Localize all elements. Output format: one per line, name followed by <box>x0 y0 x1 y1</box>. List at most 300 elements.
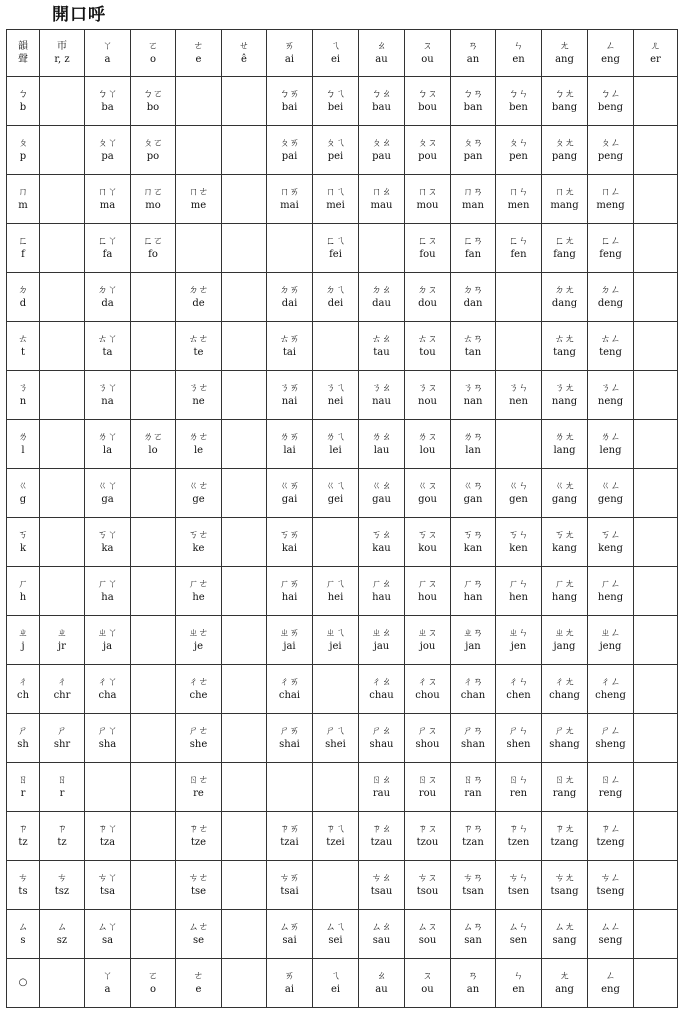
romanization-text: shen <box>506 739 531 750</box>
bopomofo-text: ㄇㄚ <box>97 186 118 198</box>
bopomofo-text: ㄙ <box>57 921 67 933</box>
romanization-text: o <box>149 54 157 65</box>
bopomofo-text: ㄗㄠ <box>371 823 392 835</box>
syllable-cell <box>451 959 496 1008</box>
bopomofo-text: ㄥ <box>605 970 616 982</box>
romanization-text: pau <box>372 151 391 162</box>
empty-cell <box>634 518 678 567</box>
syllable-cell <box>359 77 405 126</box>
syllable-cell <box>313 959 359 1008</box>
bopomofo-text: ㄌㄟ <box>325 431 346 443</box>
bopomofo-text: ㄕㄟ <box>325 725 346 737</box>
bopomofo-text: ㄈ <box>18 235 28 247</box>
table-row <box>7 224 678 273</box>
romanization-text: hei <box>327 592 344 603</box>
bopomofo-text: ㄓㄟ <box>325 627 346 639</box>
romanization-text: n <box>19 396 27 407</box>
bopomofo-text: ㄎㄥ <box>600 529 621 541</box>
initial-header-cell <box>7 567 40 616</box>
bopomofo-text: ㄤ <box>559 970 570 982</box>
syllable-cell <box>267 126 313 175</box>
bopomofo-text: ○ <box>18 977 28 989</box>
romanization-text: tsan <box>462 886 484 897</box>
syllable-cell <box>588 420 634 469</box>
syllable-cell <box>267 273 313 322</box>
romanization-text: tsai <box>280 886 299 897</box>
empty-cell <box>634 77 678 126</box>
syllable-cell <box>267 371 313 420</box>
bopomofo-text: ㄠ <box>376 970 387 982</box>
romanization-text: tse <box>190 886 207 897</box>
empty-cell <box>176 126 222 175</box>
romanization-text: tsen <box>507 886 530 897</box>
empty-cell <box>634 224 678 273</box>
romanization-text: kan <box>463 543 483 554</box>
syllable-cell <box>405 567 451 616</box>
initial-header-cell <box>7 371 40 420</box>
final-header-cell <box>131 30 176 77</box>
bopomofo-text: ㄆㄢ <box>463 137 483 149</box>
romanization-text: r <box>59 788 65 799</box>
empty-cell <box>222 273 267 322</box>
bopomofo-text: ㄓㄣ <box>508 627 529 639</box>
romanization-text: fan <box>464 249 482 260</box>
bopomofo-text: ㄈㄣ <box>508 235 529 247</box>
syllable-cell <box>451 567 496 616</box>
bopomofo-text: ㄘ <box>57 872 67 884</box>
romanization-text: tsang <box>550 886 579 897</box>
syllable-cell <box>359 175 405 224</box>
syllable-cell <box>359 910 405 959</box>
syllable-cell <box>359 616 405 665</box>
page-title: 開口呼 <box>52 5 106 25</box>
syllable-cell <box>405 371 451 420</box>
syllable-cell <box>451 616 496 665</box>
bopomofo-text: ㄗ <box>18 823 28 835</box>
romanization-text: rang <box>552 788 577 799</box>
syllable-cell <box>588 273 634 322</box>
bopomofo-text: ㄇㄛ <box>143 186 163 198</box>
romanization-text: fa <box>102 249 113 260</box>
syllable-cell <box>542 567 588 616</box>
romanization-text: hai <box>281 592 298 603</box>
empty-cell <box>131 763 176 812</box>
romanization-text: a <box>104 54 111 65</box>
syllable-cell <box>131 420 176 469</box>
syllable-cell <box>496 175 542 224</box>
bopomofo-text: ㄔㄡ <box>417 676 438 688</box>
bopomofo-text: ㄌㄢ <box>463 431 483 443</box>
romanization-text: o <box>149 984 157 995</box>
syllable-cell <box>176 959 222 1008</box>
syllable-cell <box>85 126 131 175</box>
romanization-text: man <box>462 200 484 211</box>
romanization-text: gai <box>281 494 298 505</box>
syllable-table <box>6 29 678 1008</box>
syllable-cell <box>496 77 542 126</box>
bopomofo-text: ㄗㄤ <box>554 823 575 835</box>
romanization-text: sz <box>56 935 68 946</box>
empty-cell <box>40 469 85 518</box>
bopomofo-text: ㄙㄣ <box>508 921 529 933</box>
syllable-cell <box>405 518 451 567</box>
romanization-text: k <box>19 543 27 554</box>
bopomofo-text: ㄅㄤ <box>554 88 575 100</box>
bopomofo-text: ㄊㄡ <box>417 333 438 345</box>
romanization-text: ke <box>192 543 205 554</box>
bopomofo-text: ㄏㄟ <box>325 578 346 590</box>
romanization-text: jou <box>419 641 436 652</box>
syllable-cell <box>542 469 588 518</box>
romanization-text: ta <box>102 347 113 358</box>
romanization-text: bo <box>146 102 160 113</box>
empty-cell <box>222 224 267 273</box>
final-header-cell <box>634 30 678 77</box>
syllable-cell <box>451 812 496 861</box>
bopomofo-text: ㄇㄞ <box>279 186 300 198</box>
romanization-text: hou <box>418 592 437 603</box>
bopomofo-text: ㄍㄟ <box>325 480 346 492</box>
empty-cell <box>634 567 678 616</box>
romanization-text: ei <box>330 984 341 995</box>
syllable-cell <box>40 861 85 910</box>
bopomofo-text: ㄅㄚ <box>97 88 118 100</box>
romanization-text: le <box>193 445 204 456</box>
syllable-cell <box>496 861 542 910</box>
initial-header-cell <box>7 959 40 1008</box>
romanization-text: pai <box>281 151 298 162</box>
romanization-text: nai <box>281 396 298 407</box>
syllable-cell <box>359 322 405 371</box>
syllable-cell <box>542 371 588 420</box>
syllable-cell <box>176 420 222 469</box>
final-header-cell <box>85 30 131 77</box>
bopomofo-text: ㄋㄜ <box>188 382 209 394</box>
syllable-cell <box>176 861 222 910</box>
romanization-text: au <box>375 984 388 995</box>
romanization-text: geng <box>597 494 624 505</box>
romanization-text: na <box>101 396 114 407</box>
empty-cell <box>176 224 222 273</box>
bopomofo-text: ㄍㄥ <box>600 480 621 492</box>
romanization-text: tze <box>190 837 207 848</box>
romanization-text: pan <box>463 151 483 162</box>
syllable-cell <box>85 371 131 420</box>
bopomofo-text: ㄋㄟ <box>325 382 346 394</box>
romanization-text: ken <box>509 543 528 554</box>
romanization-text: ge <box>192 494 205 505</box>
syllable-cell <box>588 77 634 126</box>
syllable-cell <box>267 322 313 371</box>
final-header-cell <box>405 30 451 77</box>
bopomofo-text: ㄉㄥ <box>600 284 621 296</box>
romanization-text: meng <box>596 200 625 211</box>
syllable-cell <box>405 224 451 273</box>
romanization-text: kau <box>372 543 391 554</box>
syllable-cell <box>313 77 359 126</box>
romanization-text: tseng <box>596 886 625 897</box>
final-header-cell <box>222 30 267 77</box>
bopomofo-text: ㄆㄡ <box>417 137 438 149</box>
romanization-text: tsz <box>54 886 70 897</box>
empty-cell <box>634 812 678 861</box>
header-row <box>7 30 678 77</box>
romanization-text: jan <box>465 641 481 652</box>
syllable-cell <box>451 518 496 567</box>
syllable-cell <box>405 126 451 175</box>
bopomofo-text: ㄅㄠ <box>371 88 392 100</box>
bopomofo-text: ㄌㄞ <box>279 431 300 443</box>
romanization-text: jai <box>283 641 296 652</box>
empty-cell <box>222 518 267 567</box>
bopomofo-text: ㄘㄠ <box>371 872 392 884</box>
empty-cell <box>634 273 678 322</box>
syllable-cell <box>176 273 222 322</box>
romanization-text: ne <box>192 396 205 407</box>
syllable-cell <box>85 910 131 959</box>
bopomofo-text: ㄏㄥ <box>600 578 621 590</box>
empty-cell <box>40 959 85 1008</box>
syllable-cell <box>176 322 222 371</box>
syllable-cell <box>542 175 588 224</box>
romanization-text: me <box>190 200 207 211</box>
bopomofo-text: ㄇㄤ <box>554 186 575 198</box>
bopomofo-text: ㄓㄚ <box>97 627 118 639</box>
bopomofo-text: 韻 <box>18 40 28 52</box>
bopomofo-text: ㄍㄤ <box>554 480 575 492</box>
syllable-cell <box>542 665 588 714</box>
bopomofo-text: ㄗㄟ <box>325 823 346 835</box>
romanization-text: ê <box>241 54 247 65</box>
bopomofo-text: ㄎ <box>18 529 28 541</box>
romanization-text: an <box>466 54 480 65</box>
bopomofo-text: ㄚ <box>102 40 113 52</box>
syllable-cell <box>359 959 405 1008</box>
bopomofo-text: ㄡ <box>422 970 433 982</box>
romanization-text: hang <box>551 592 578 603</box>
syllable-cell <box>313 812 359 861</box>
romanization-text: pei <box>327 151 344 162</box>
romanization-text: lou <box>419 445 436 456</box>
syllable-cell <box>313 371 359 420</box>
romanization-text: hen <box>509 592 528 603</box>
bopomofo-text: ㄕㄠ <box>371 725 392 737</box>
bopomofo-text: ㄈㄟ <box>325 235 346 247</box>
bopomofo-text: ㄊㄢ <box>463 333 483 345</box>
romanization-text: leng <box>599 445 622 456</box>
bopomofo-text: ㄘㄣ <box>508 872 529 884</box>
romanization-text: l <box>21 445 25 456</box>
romanization-text: fei <box>329 249 342 260</box>
bopomofo-text: ㄎㄠ <box>371 529 392 541</box>
syllable-cell <box>313 126 359 175</box>
romanization-text: fo <box>148 249 158 260</box>
syllable-cell <box>176 469 222 518</box>
syllable-cell <box>359 763 405 812</box>
bopomofo-text: ㄔㄣ <box>508 676 529 688</box>
romanization-text: pen <box>509 151 528 162</box>
table-row <box>7 714 678 763</box>
romanization-text: er <box>650 54 661 65</box>
bopomofo-text: ㄔㄢ <box>463 676 483 688</box>
romanization-text: r, z <box>54 54 70 65</box>
empty-cell <box>131 469 176 518</box>
bopomofo-text: ㄔㄞ <box>279 676 300 688</box>
empty-cell <box>222 959 267 1008</box>
romanization-text: a <box>104 984 111 995</box>
syllable-cell <box>313 224 359 273</box>
romanization-text: s <box>20 935 26 946</box>
romanization-text: mei <box>326 200 345 211</box>
bopomofo-text: ㄋㄢ <box>463 382 483 394</box>
romanization-text: shau <box>369 739 394 750</box>
empty-cell <box>267 224 313 273</box>
romanization-text: tau <box>373 347 390 358</box>
romanization-text: f <box>21 249 25 260</box>
bopomofo-text: ㄉㄡ <box>417 284 438 296</box>
syllable-cell <box>588 910 634 959</box>
romanization-text: dang <box>551 298 578 309</box>
syllable-cell <box>85 175 131 224</box>
syllable-cell <box>451 371 496 420</box>
bopomofo-text: ㄗㄣ <box>508 823 529 835</box>
syllable-cell <box>313 616 359 665</box>
syllable-cell <box>359 567 405 616</box>
romanization-text: bei <box>327 102 344 113</box>
syllable-cell <box>588 518 634 567</box>
romanization-text: she <box>189 739 208 750</box>
bopomofo-text: ㄖ <box>18 774 28 786</box>
syllable-cell <box>496 665 542 714</box>
table-row <box>7 910 678 959</box>
bopomofo-text: ㄙㄚ <box>97 921 118 933</box>
syllable-cell <box>267 616 313 665</box>
romanization-text: re <box>193 788 204 799</box>
empty-cell <box>222 714 267 763</box>
romanization-text: r <box>20 788 26 799</box>
bopomofo-text: ㄅㄣ <box>508 88 529 100</box>
romanization-text: lo <box>148 445 158 456</box>
syllable-cell <box>451 910 496 959</box>
romanization-text: mang <box>550 200 579 211</box>
empty-cell <box>634 126 678 175</box>
romanization-text: seng <box>598 935 623 946</box>
bopomofo-text: ㄎㄤ <box>554 529 575 541</box>
romanization-text: deng <box>597 298 624 309</box>
syllable-cell <box>267 665 313 714</box>
empty-cell <box>40 273 85 322</box>
syllable-cell <box>131 959 176 1008</box>
bopomofo-text: ㄠ <box>376 40 387 52</box>
romanization-text: lan <box>465 445 481 456</box>
bopomofo-text: ㄉㄠ <box>371 284 392 296</box>
syllable-cell <box>405 322 451 371</box>
romanization-text: neng <box>597 396 624 407</box>
syllable-cell <box>405 665 451 714</box>
final-header-cell <box>267 30 313 77</box>
bopomofo-text: ㄌㄡ <box>417 431 438 443</box>
syllable-cell <box>542 861 588 910</box>
syllable-cell <box>176 175 222 224</box>
bopomofo-text: ㄖㄜ <box>188 774 209 786</box>
romanization-text: eng <box>601 984 620 995</box>
bopomofo-text: ㄕㄤ <box>554 725 575 737</box>
syllable-cell <box>40 812 85 861</box>
romanization-text: g <box>19 494 27 505</box>
syllable-cell <box>85 616 131 665</box>
romanization-text: lai <box>283 445 296 456</box>
romanization-text: gen <box>509 494 528 505</box>
romanization-text: bang <box>551 102 578 113</box>
syllable-cell <box>267 959 313 1008</box>
bopomofo-text: ㄓㄞ <box>279 627 300 639</box>
romanization-text: chr <box>53 690 71 701</box>
romanization-text: ba <box>101 102 114 113</box>
romanization-text: tan <box>464 347 482 358</box>
empty-cell <box>222 322 267 371</box>
romanization-text: pa <box>101 151 114 162</box>
syllable-cell <box>85 665 131 714</box>
syllable-cell <box>313 175 359 224</box>
romanization-text: da <box>101 298 114 309</box>
bopomofo-text: ㄌ <box>18 431 28 443</box>
syllable-cell <box>176 371 222 420</box>
bopomofo-text: ㄆㄛ <box>143 137 163 149</box>
syllable-cell <box>176 763 222 812</box>
empty-cell <box>222 469 267 518</box>
final-header-cell <box>451 30 496 77</box>
syllable-cell <box>588 763 634 812</box>
bopomofo-text: ㄕㄣ <box>508 725 529 737</box>
bopomofo-text: ㄖㄥ <box>600 774 621 786</box>
romanization-text: keng <box>598 543 623 554</box>
bopomofo-text: ㄖ <box>57 774 67 786</box>
empty-cell <box>222 420 267 469</box>
syllable-cell <box>40 665 85 714</box>
bopomofo-text: ㄆㄚ <box>97 137 118 149</box>
romanization-text: ka <box>101 543 114 554</box>
bopomofo-text: ㄍㄣ <box>508 480 529 492</box>
romanization-text: rou <box>418 788 437 799</box>
romanization-text: men <box>507 200 530 211</box>
syllable-cell <box>40 910 85 959</box>
romanization-text: dai <box>281 298 298 309</box>
empty-cell <box>131 518 176 567</box>
bopomofo-text: ㄛ <box>148 970 158 982</box>
romanization-text: gang <box>551 494 578 505</box>
bopomofo-text: ㄌㄥ <box>600 431 621 443</box>
romanization-text: tzou <box>416 837 439 848</box>
romanization-text: hau <box>372 592 391 603</box>
initial-header-cell <box>7 910 40 959</box>
syllable-cell <box>313 420 359 469</box>
table-row <box>7 371 678 420</box>
bopomofo-text: ㄦ <box>650 40 661 52</box>
syllable-cell <box>176 518 222 567</box>
empty-cell <box>40 567 85 616</box>
initial-header-cell <box>7 518 40 567</box>
bopomofo-text: ㄏㄤ <box>554 578 575 590</box>
romanization-text: tsau <box>370 886 393 897</box>
empty-cell <box>222 910 267 959</box>
empty-cell <box>222 175 267 224</box>
romanization-text: san <box>464 935 482 946</box>
syllable-cell <box>267 714 313 763</box>
syllable-cell <box>496 910 542 959</box>
empty-cell <box>131 273 176 322</box>
empty-cell <box>634 175 678 224</box>
romanization-text: dei <box>327 298 344 309</box>
